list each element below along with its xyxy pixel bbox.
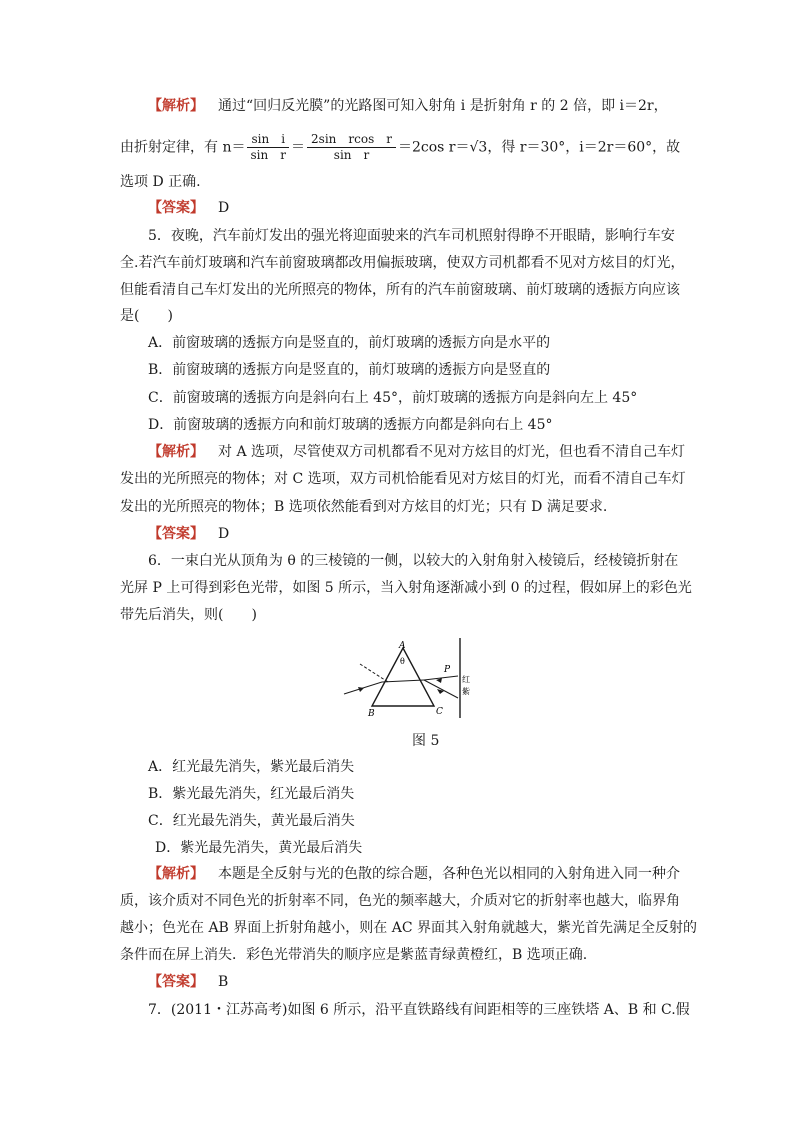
label-theta: θ xyxy=(400,657,405,666)
q6-stem-line3: 带先后消失，则( ) xyxy=(120,607,257,623)
label-b: B xyxy=(368,709,375,719)
q5-option-c: C．前窗玻璃的透振方向是斜向右上 45°，前灯玻璃的透振方向是斜向左上 45° xyxy=(148,390,638,406)
q6-option-d: D．紫光最先消失，黄光最后消失 xyxy=(155,840,363,856)
q6-option-a: A．红光最先消失，紫光最后消失 xyxy=(148,759,355,775)
analysis-tag: 【解析】 xyxy=(148,98,204,114)
q5-analysis-line1: 【解析】 对 A 选项，尽管使双方司机都看不见对方炫目的灯光，但也看不清自己车灯 xyxy=(148,444,686,460)
q4-analysis-line1: 【解析】 通过“回归反光膜”的光路图可知入射角 i 是折射角 r 的 2 倍，即 i＝2r， xyxy=(148,98,668,114)
q6-stem-line1: 6．一束白光从顶角为 θ 的三棱镜的一侧，以较大的入射角射入棱镜后，经棱镜折射在 xyxy=(148,553,679,569)
q6-analysis-line4: 条件而在屏上消失．彩色光带消失的顺序应是紫蓝青绿黄橙红，B 选项正确. xyxy=(120,947,588,963)
prism-figure xyxy=(340,636,470,720)
fraction-1: $\frac{\text{sin i}}{\text{sin r}}$ xyxy=(247,132,289,163)
q5-option-a: A．前窗玻璃的透振方向是竖直的，前灯玻璃的透振方向是水平的 xyxy=(148,335,551,351)
answer-tag: 【答案】 xyxy=(148,974,204,990)
q4-analysis-line3: 选项 D 正确. xyxy=(120,174,201,190)
label-a: A xyxy=(399,641,406,651)
q4-answer: 【答案】 D xyxy=(148,200,230,216)
q6-analysis-line3: 越小；色光在 AB 界面上折射角越小，则在 AC 界面其入射角就越大，紫光首先满足全反射的 xyxy=(120,920,698,936)
label-p: P xyxy=(444,665,451,675)
q5-option-d: D．前窗玻璃的透振方向和前灯玻璃的透振方向都是斜向右上 45° xyxy=(148,417,553,433)
label-c: C xyxy=(436,707,443,717)
label-red: 红 xyxy=(462,675,470,684)
q6-analysis-line1: 【解析】 本题是全反射与光的色散的综合题，各种色光以相同的入射角进入同一种介 xyxy=(148,866,680,882)
label-purple: 紫 xyxy=(462,687,470,696)
inner-ray xyxy=(382,680,424,682)
q5-analysis-line3: 发出的光所照亮的物体；B 选项依然能看到对方炫目的灯光；只有 D 满足要求. xyxy=(120,499,608,515)
q6-analysis-line2: 质，该介质对不同色光的折射率不同，色光的频率越大，介质对它的折射率也越大，临界角 xyxy=(120,893,680,909)
q4-analysis-line2: 由折射定律，有 n＝ $\frac{\text{sin i}}{\text{sin r}}$ ＝ $\frac{\text{2sin rcos r}}{\text{sin r}}$ ＝2cos r＝√3，得 r＝30°，i＝2r＝60°，故 xyxy=(120,132,681,162)
q5-analysis-line2: 发出的光所照亮的物体；对 C 选项，双方司机恰能看见对方炫目的灯光，而看不清自己车灯 xyxy=(120,471,686,487)
q5-stem-line2: 全.若汽车前灯玻璃和汽车前窗玻璃都改用偏振玻璃，使双方司机都看不见对方炫目的灯光， xyxy=(120,255,685,271)
q5-option-b: B．前窗玻璃的透振方向是竖直的，前灯玻璃的透振方向是竖直的 xyxy=(148,362,551,378)
q6-option-b: B．紫光最先消失，红光最后消失 xyxy=(148,786,355,802)
normal-line xyxy=(360,664,388,682)
answer-tag: 【答案】 xyxy=(148,200,204,216)
q5-stem-line3: 但能看清自己车灯发出的光所照亮的物体，所有的汽车前窗玻璃、前灯玻璃的透振方向应该 xyxy=(120,282,680,298)
q6-option-c: C．红光最先消失，黄光最后消失 xyxy=(148,813,355,829)
figure-caption: 图 5 xyxy=(412,733,440,749)
analysis-tag: 【解析】 xyxy=(148,866,204,882)
q5-stem-line1: 5．夜晚，汽车前灯发出的强光将迎面驶来的汽车司机照射得睁不开眼睛，影响行车安 xyxy=(148,228,675,244)
fraction-2: $\frac{\text{2sin rcos r}}{\text{sin r}}$ xyxy=(307,132,396,163)
q6-answer: 【答案】 B xyxy=(148,974,229,990)
analysis-tag: 【解析】 xyxy=(148,444,204,460)
q5-stem-line4: 是( ) xyxy=(120,308,173,324)
q5-answer: 【答案】 D xyxy=(148,526,230,542)
q7-stem-line1: 7．(2011・江苏高考)如图 6 所示，沿平直铁路线有间距相等的三座铁塔 A、B 和 C.假 xyxy=(148,1002,690,1018)
answer-tag: 【答案】 xyxy=(148,526,204,542)
q6-stem-line2: 光屏 P 上可得到彩色光带，如图 5 所示，当入射角逐渐减小到 0 的过程，假如屏上的彩色光 xyxy=(120,580,692,596)
